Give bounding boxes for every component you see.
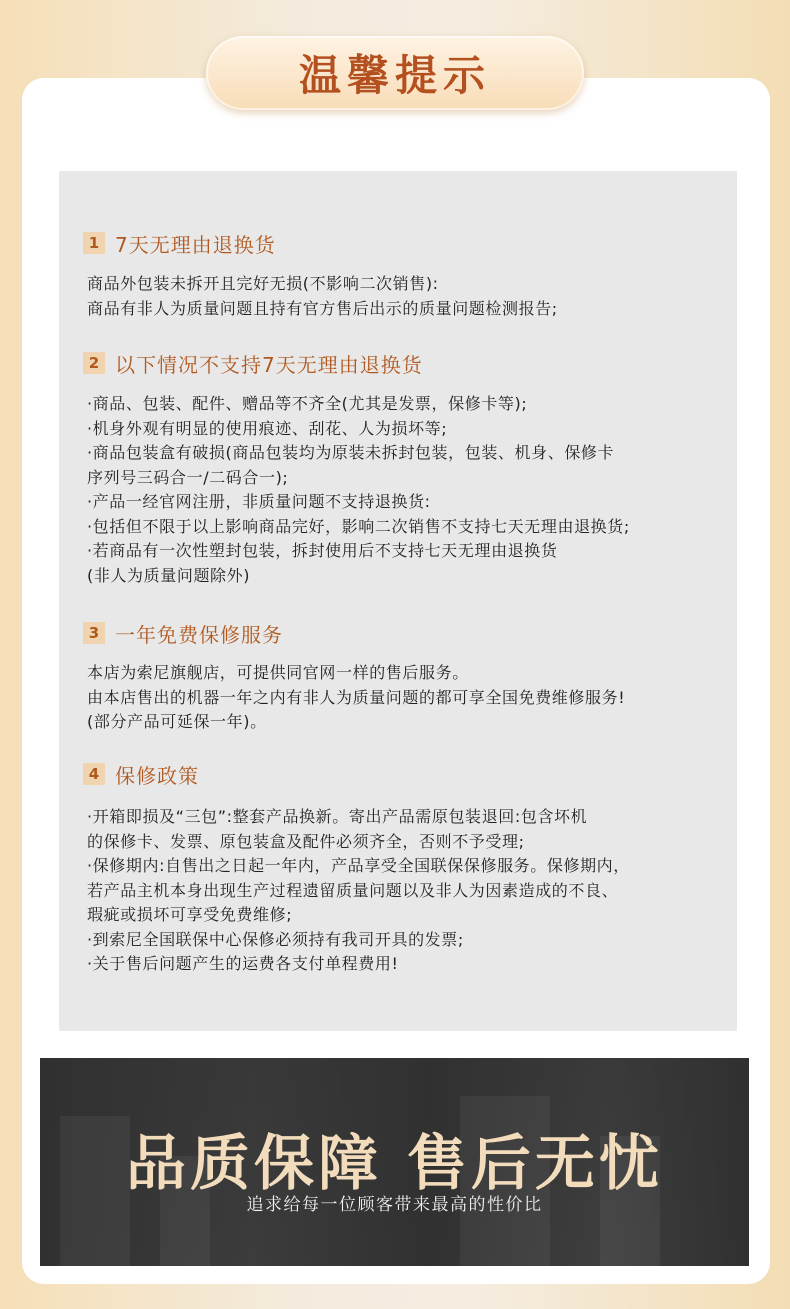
section-body	[87, 392, 727, 588]
quality-banner	[40, 1058, 749, 1266]
text-line: 商品外包装未拆开且完好无损(不影响二次销售):	[87, 274, 439, 293]
page-title-pill	[206, 36, 584, 110]
text-line: 商品有非人为质量问题且持有官方售后出示的质量问题检测报告;	[87, 298, 558, 318]
section-number: 4	[83, 763, 105, 785]
section-header	[83, 619, 283, 647]
text-line: ·商品包装盒有破损(商品包装均为原装未拆封包装，包装、机身、保修卡	[87, 443, 615, 462]
text-line: ·开箱即损及“三包”:整套产品换新。寄出产品需原包装退回:包含坏机	[87, 807, 588, 826]
text-line: ·关于售后问题产生的运费各支付单程费用!	[87, 954, 399, 973]
text-line: 的保修卡、发票、原包装盒及配件必须齐全，否则不予受理;	[87, 831, 525, 851]
banner-subtitle: 追求给每一位顾客带来最高的性价比	[246, 1195, 543, 1215]
section-title: 7天无理由退换货	[115, 232, 276, 257]
text-line: 若产品主机本身出现生产过程遗留质量问题以及非人为因素造成的不良、	[87, 880, 619, 900]
section-number: 3	[83, 622, 105, 644]
section-number: 1	[83, 232, 105, 254]
text-line: (非人为质量问题除外)	[87, 565, 251, 585]
section-body	[87, 661, 727, 735]
section-header	[83, 229, 276, 257]
section-title: 保修政策	[115, 763, 199, 788]
text-line: ·到索尼全国联保中心保修必须持有我司开具的发票;	[87, 929, 464, 949]
section-number: 2	[83, 352, 105, 374]
text-line: 由本店售出的机器一年之内有非人为质量问题的都可享全国免费维修服务!	[87, 687, 626, 707]
text-line: 序列号三码合一/二码合一);	[87, 467, 289, 487]
section-body	[87, 805, 727, 977]
text-line: ·保修期内:自售出之日起一年内，产品享受全国联保保修服务。保修期内，	[87, 856, 630, 875]
text-line: 本店为索尼旗舰店，可提供同官网一样的售后服务。	[87, 663, 469, 682]
text-line: ·产品一经官网注册，非质量问题不支持退换货:	[87, 492, 431, 511]
text-line: ·商品、包装、配件、赠品等不齐全(尤其是发票，保修卡等);	[87, 394, 528, 413]
section-header	[83, 349, 423, 377]
text-line: ·机身外观有明显的使用痕迹、刮花、人为损坏等;	[87, 418, 448, 438]
text-line: (部分产品可延保一年)。	[87, 712, 267, 731]
section-header	[83, 760, 199, 788]
section-title: 一年免费保修服务	[115, 622, 283, 647]
page-title: 温馨提示	[298, 51, 491, 100]
text-line: 瑕疵或损坏可享受免费维修;	[87, 905, 293, 924]
tips-panel	[59, 171, 737, 1031]
text-line: ·若商品有一次性塑封包装，拆封使用后不支持七天无理由退换货	[87, 541, 558, 560]
section-body	[87, 272, 727, 321]
banner-title: 品质保障 售后无忧	[126, 1129, 663, 1199]
section-title: 以下情况不支持7天无理由退换货	[115, 352, 423, 377]
text-line: ·包括但不限于以上影响商品完好，影响二次销售不支持七天无理由退换货;	[87, 516, 630, 536]
